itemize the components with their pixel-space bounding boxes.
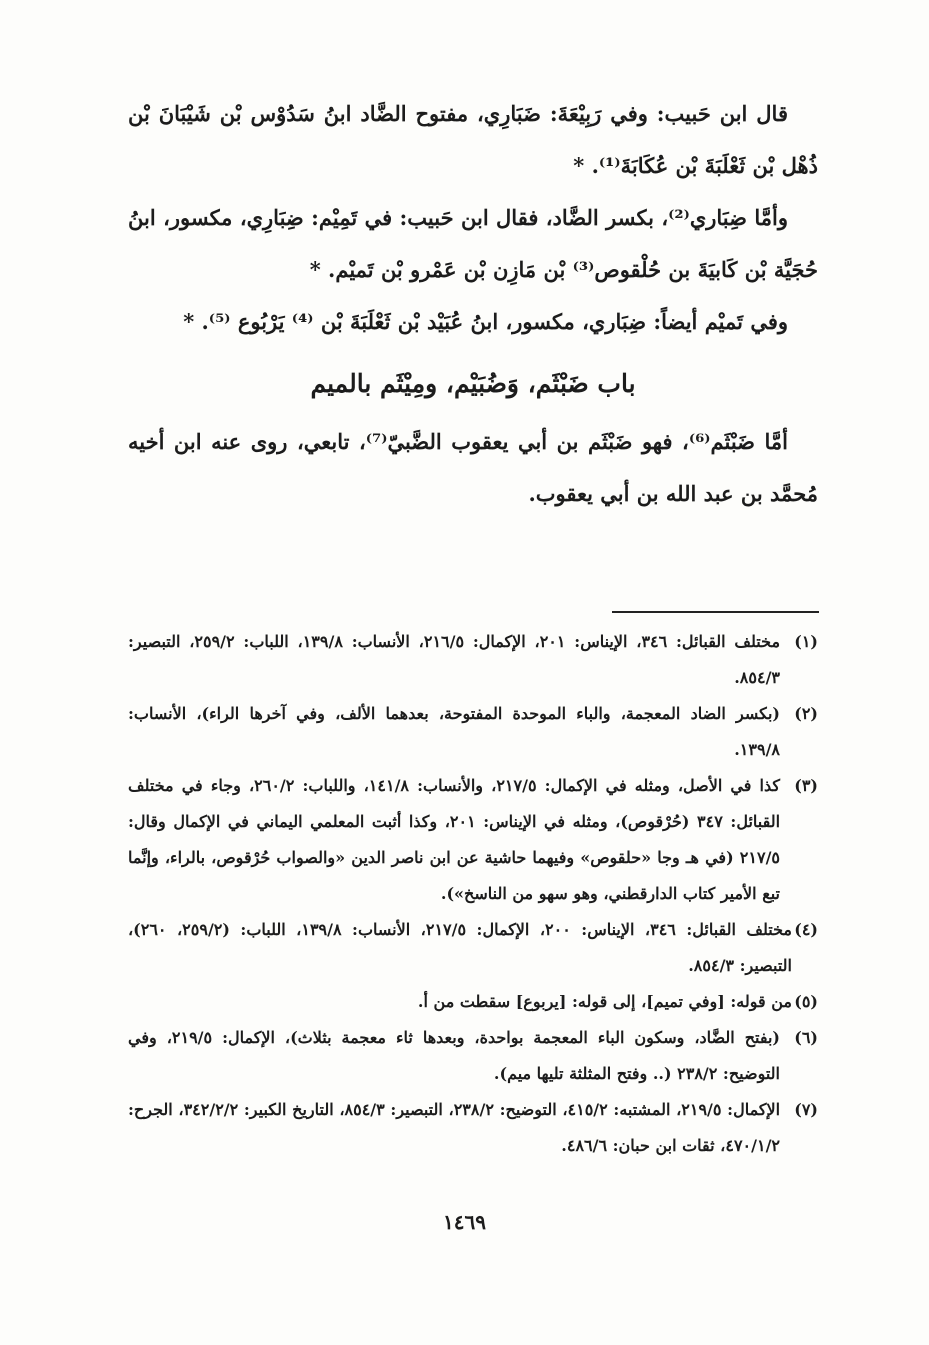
paragraph-1: قال ابن حَبيب: وفي رَبِيْعَةَ: ضَبَارِي، مفتوح الضَّاد ابنُ سَدُوْس بْن شَيْبَانَ بْن ذُهْل بْن ثَعْلَبَةَ بْن عُكَابَةَ⁽¹⁾. * xyxy=(128,101,818,178)
footnote-number: (٦) xyxy=(794,1028,818,1047)
footnote-7 xyxy=(128,1092,818,1164)
footnote-6 xyxy=(128,1020,818,1092)
footnote-number: (٣) xyxy=(794,776,818,795)
main-text xyxy=(128,88,818,520)
footnote-text: (بكسر الضاد المعجمة، والباء الموحدة المفتوحة، بعدهما الألف، وفي آخرها الراء)، الأنساب: ١٣٩/٨. xyxy=(128,704,780,759)
footnote-number: (٢) xyxy=(794,704,818,723)
footnote-separator xyxy=(612,611,819,613)
paragraph-4: أمَّا ضَبْثَم⁽⁶⁾، فهو ضَبْثَم بن أبي يعقوب الضَّبيّ⁽⁷⁾، تابعي، روى عنه ابن أخيه مُحمَّد بن عبد الله بن أبي يعقوب. xyxy=(128,429,818,506)
footnote-text: (بفتح الضَّاد، وسكون الباء المعجمة بواحدة، وبعدها ثاء معجمة بثلاث)، الإكمال: ٢١٩/٥، وفي التوضيح: ٢٣٨/٢ (.. وفتح المثلثة تليها ميم). xyxy=(128,1028,780,1083)
footnote-4 xyxy=(128,912,818,984)
footnotes xyxy=(128,624,818,1164)
footnote-number: (٤) xyxy=(794,920,818,939)
footnote-text: كذا في الأصل، ومثله في الإكمال: ٢١٧/٥، والأنساب: ١٤١/٨، واللباب: ٢٦٠/٢، وجاء في مختلف القبائل: ٣٤٧ (حُرْقوص)، ومثله في الإيناس: ٢٠١، وكذا أثبت المعلمي اليماني في الإكمال وقال: ٢١٧/٥ (في هـ وجا «حلقوص» وفيهما حاشية عن ابن ناصر الدين «والصواب حُرْقوص، بالراء، وإنَّما تبع الأمير كتاب الدارقطني، وهو سهو من الناسخ»). xyxy=(128,776,781,903)
footnote-text: من قوله: [وفي تميم]، إلى قوله: [يربوع] سقطت من أ. xyxy=(417,992,792,1011)
paragraph-3: وفي تَميْم أيضاً: ضِبَاري، مكسور، ابنُ عُبَيْد بْن ثَعْلَبَةَ بْن ⁽⁴⁾ يَرْبُوع ⁽⁵⁾. * xyxy=(183,309,788,334)
footnote-text: مختلف القبائل: ٣٤٦، الإيناس: ٢٠٠، الإكمال: ٢١٧/٥، الأنساب: ١٣٩/٨، اللباب: (٢٥٩/٢، ٢٦٠)، التبصير: ٨٥٤/٣. xyxy=(128,920,793,975)
footnote-text: الإكمال: ٢١٩/٥، المشتبه: ٤١٥/٢، التوضيح: ٢٣٨/٢، التبصير: ٨٥٤/٣، التاريخ الكبير: ٣٤٢/٢/٢، الجرح: ٤٧٠/١/٢، ثقات ابن حبان: ٤٨٦/٦. xyxy=(128,1100,781,1155)
footnote-2 xyxy=(128,696,818,768)
footnote-number: (١) xyxy=(794,632,818,651)
paragraph-2: وأمَّا ضِبَاري⁽²⁾، بكسر الضَّاد، فقال ابن حَبيب: في تَمِيْم: ضِبَارِي، مكسور، ابنُ حُجَيَّة بْن كَابيَةَ بن حُلْقوص⁽³⁾ بْن مَازِن بْن عَمْرو بْن تَميْم. * xyxy=(128,205,818,282)
footnote-text: مختلف القبائل: ٣٤٦، الإيناس: ٢٠١، الإكمال: ٢١٦/٥، الأنساب: ١٣٩/٨، اللباب: ٢٥٩/٢، التبصير: ٨٥٤/٣. xyxy=(128,632,781,687)
footnote-5 xyxy=(128,984,818,1020)
section-heading: باب ضَبْثَم، وَضُبَيْم، ومِيْثَم بالميم xyxy=(310,369,636,398)
footnote-number: (٥) xyxy=(794,992,818,1011)
page-number: ١٤٦٩ xyxy=(443,1210,486,1234)
footnote-1 xyxy=(128,624,818,696)
footnote-number: (٧) xyxy=(794,1100,818,1119)
footnote-3 xyxy=(128,768,818,912)
